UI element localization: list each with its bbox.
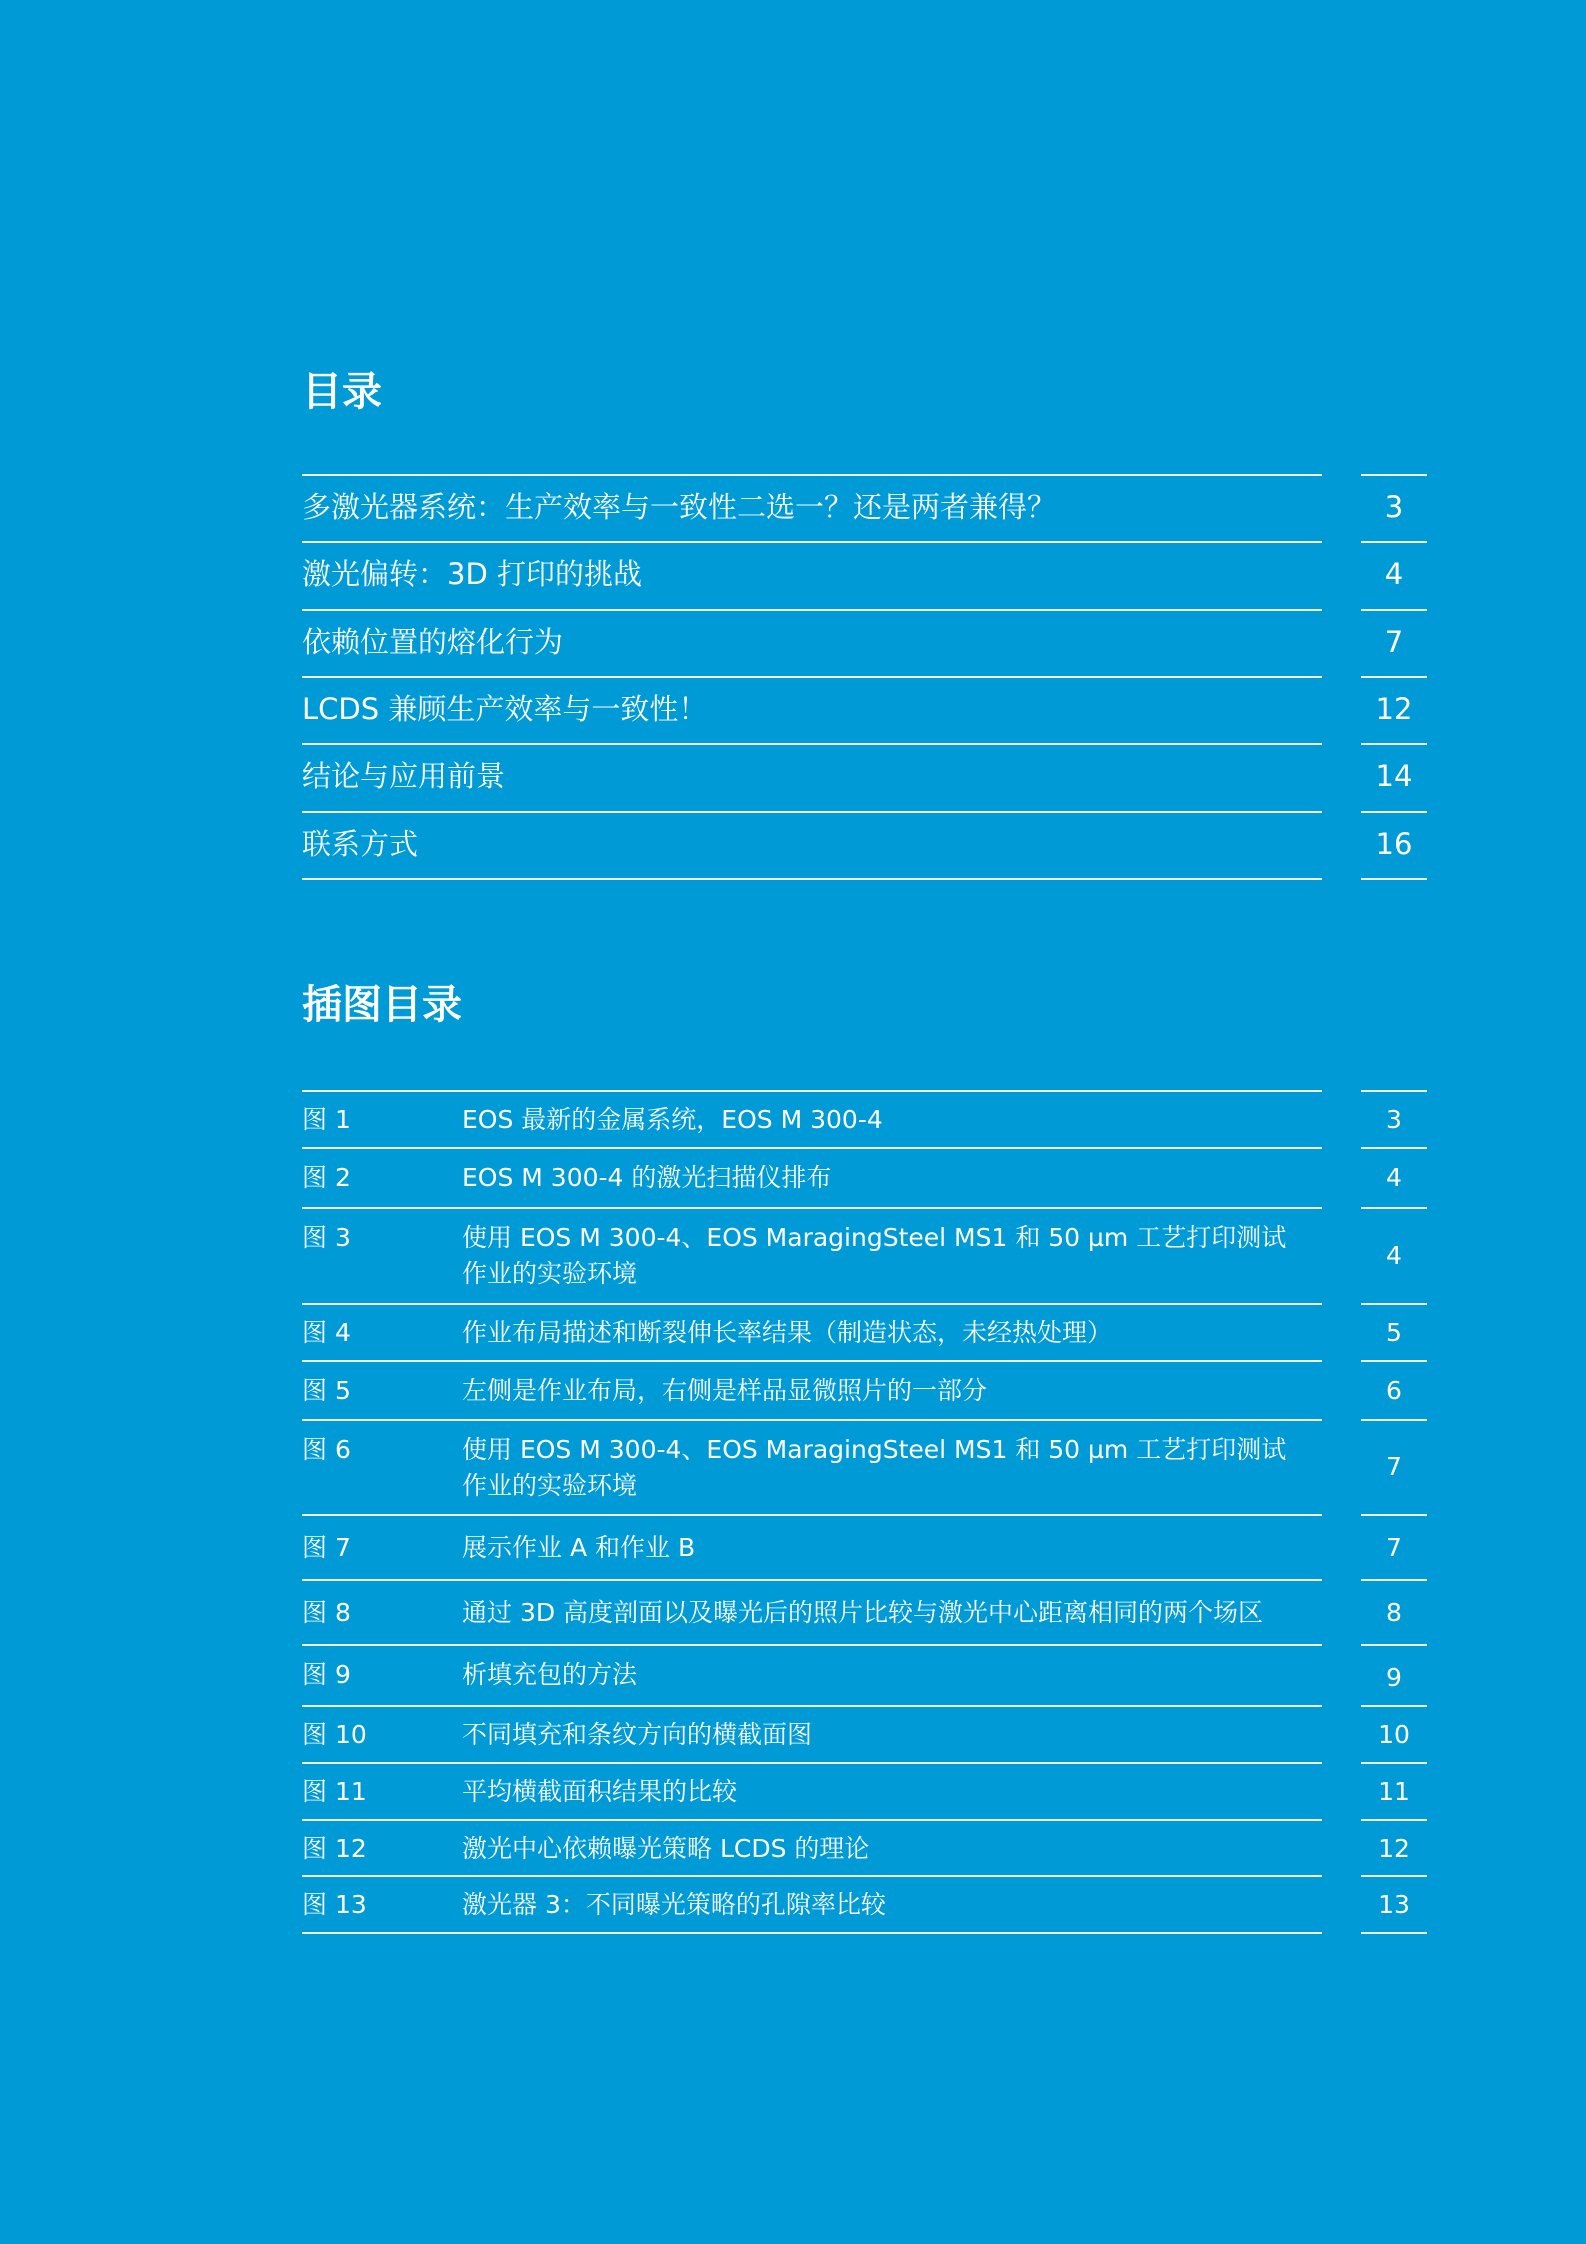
figure-caption: 通过 3D 高度剖面以及曝光后的照片比较与激光中心距离相同的两个场区: [462, 1598, 1264, 1627]
figure-caption: 作业布局描述和断裂伸长率结果（制造状态，未经热处理）: [462, 1318, 1113, 1347]
toc-item[interactable]: [0, 813, 1586, 880]
figure-number: 图 9: [302, 1660, 351, 1689]
figure-caption: EOS M 300-4 的激光扫描仪排布: [462, 1163, 832, 1192]
figure-page: 3: [1386, 1105, 1402, 1134]
figure-number: 图 10: [302, 1720, 367, 1749]
figure-number: 图 2: [302, 1163, 351, 1192]
figure-number: 图 1: [302, 1105, 351, 1134]
toc-item[interactable]: [0, 745, 1586, 813]
figure-number: 图 11: [302, 1777, 367, 1806]
figure-caption: 析填充包的方法: [462, 1660, 638, 1689]
figure-page: 11: [1378, 1777, 1410, 1806]
figure-number: 图 12: [302, 1834, 367, 1863]
figure-item[interactable]: [0, 1149, 1586, 1209]
figure-item[interactable]: [0, 1821, 1586, 1877]
toc-item[interactable]: [0, 476, 1586, 543]
figure-page: 9: [1386, 1663, 1402, 1692]
figure-caption: EOS 最新的金属系统，EOS M 300-4: [462, 1105, 883, 1134]
divider: [1361, 878, 1427, 880]
figure-page: 8: [1386, 1598, 1402, 1627]
toc-item-label: 多激光器系统：生产效率与一致性二选一？还是两者兼得？: [302, 490, 1057, 524]
figure-page: 7: [1386, 1452, 1402, 1481]
toc-item-label: 依赖位置的熔化行为: [302, 625, 564, 659]
figure-page: 4: [1386, 1241, 1402, 1270]
figure-caption: 左侧是作业布局，右侧是样品显微照片的一部分: [462, 1376, 988, 1405]
divider: [302, 878, 1322, 880]
figure-number: 图 3: [302, 1223, 351, 1252]
figure-item[interactable]: [0, 1362, 1586, 1421]
figure-item[interactable]: [0, 1707, 1586, 1764]
figure-page: 13: [1378, 1890, 1410, 1919]
toc-item[interactable]: [0, 611, 1586, 678]
toc-item-label: LCDS 兼顾生产效率与一致性！: [302, 692, 708, 726]
figure-page: 12: [1378, 1834, 1410, 1863]
figure-item[interactable]: [0, 1209, 1586, 1305]
figure-number: 图 6: [302, 1435, 351, 1464]
toc-item[interactable]: [0, 678, 1586, 745]
figure-item[interactable]: [0, 1646, 1586, 1707]
figure-item[interactable]: [0, 1877, 1586, 1934]
figure-page: 10: [1378, 1720, 1410, 1749]
figure-number: 图 7: [302, 1533, 351, 1562]
divider: [302, 1932, 1322, 1934]
figure-page: 7: [1386, 1533, 1402, 1562]
figure-page: 4: [1386, 1163, 1402, 1192]
toc-item-page: 14: [1375, 759, 1413, 793]
toc-item[interactable]: [0, 543, 1586, 611]
figure-item[interactable]: [0, 1516, 1586, 1581]
figure-item[interactable]: [0, 1581, 1586, 1646]
toc-heading: 目录: [302, 369, 382, 415]
figure-page: 5: [1386, 1318, 1402, 1347]
figure-number: 图 13: [302, 1890, 367, 1919]
divider: [1361, 1932, 1427, 1934]
figure-caption: 平均横截面积结果的比较: [462, 1777, 738, 1806]
figure-number: 图 8: [302, 1598, 351, 1627]
figure-caption: 展示作业 A 和作业 B: [462, 1533, 696, 1562]
toc-item-page: 3: [1384, 490, 1404, 524]
figure-number: 图 4: [302, 1318, 351, 1347]
toc-item-page: 7: [1384, 625, 1404, 659]
figure-item[interactable]: [0, 1092, 1586, 1149]
figure-caption: 激光中心依赖曝光策略 LCDS 的理论: [462, 1834, 870, 1863]
figure-caption: 激光器 3：不同曝光策略的孔隙率比较: [462, 1890, 886, 1919]
toc-item-page: 4: [1384, 557, 1404, 591]
toc-item-page: 16: [1375, 827, 1413, 861]
figure-number: 图 5: [302, 1376, 351, 1405]
toc-item-label: 结论与应用前景: [302, 759, 506, 793]
figure-page: 6: [1386, 1376, 1402, 1405]
figure-item[interactable]: [0, 1305, 1586, 1362]
figures-heading: 插图目录: [302, 982, 462, 1028]
toc-item-label: 激光偏转：3D 打印的挑战: [302, 557, 642, 591]
figure-caption: 不同填充和条纹方向的横截面图: [462, 1720, 813, 1749]
figure-item[interactable]: [0, 1421, 1586, 1516]
figure-caption: 使用 EOS M 300-4、EOS MaragingSteel MS1 和 50 µm 工艺打印测试作业的实验环境: [462, 1223, 1287, 1288]
figure-caption: 使用 EOS M 300-4、EOS MaragingSteel MS1 和 50 µm 工艺打印测试作业的实验环境: [462, 1435, 1287, 1500]
figure-item[interactable]: [0, 1764, 1586, 1821]
toc-item-label: 联系方式: [302, 827, 419, 861]
toc-item-page: 12: [1375, 692, 1413, 726]
